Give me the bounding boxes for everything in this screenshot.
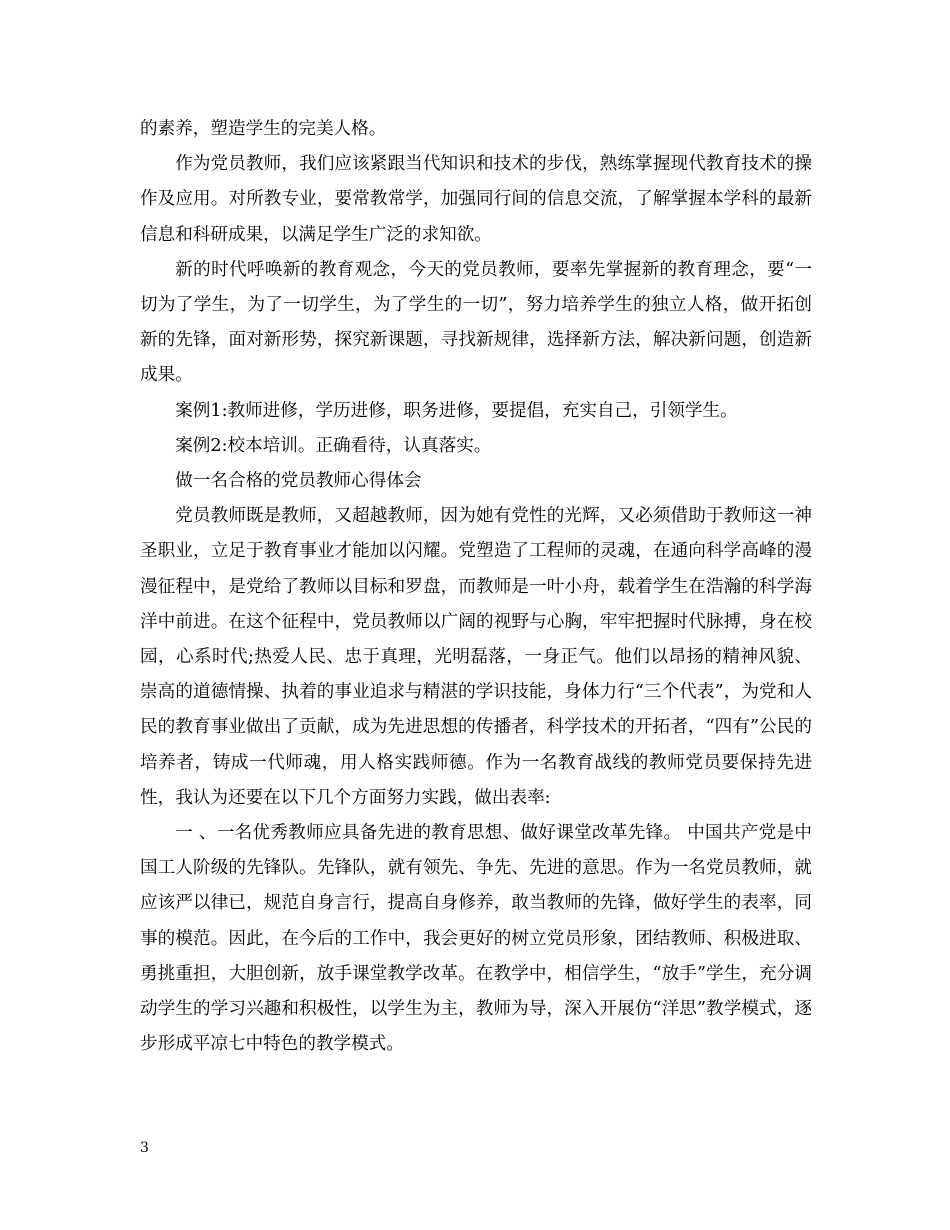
paragraph-case-1: 案例1:教师进修，学历进修，职务进修，要提倡，充实自己，引领学生。 bbox=[175, 400, 738, 421]
paragraph-new-concepts: 新的时代呼唤新的教育观念，今天的党员教师，要率先掌握新的教育理念，要“一切为了学生，为了一切学生，为了学生的一切”，努力培养学生的独立人格，做开拓创新的先锋，面对新形势，探究新课题，寻找新规律，选择新方法，解决新问题，创造新成果。 bbox=[140, 259, 812, 386]
paragraph-modern-technology: 作为党员教师，我们应该紧跟当代知识和技术的步伐，熟练掌握现代教育技术的操作及应用。对所教专业，要常教常学，加强同行间的信息交流，了解掌握本学科的最新信息和科研成果，以满足学生广泛的求知欲。 bbox=[140, 154, 812, 245]
page-number: 3 bbox=[140, 1140, 149, 1156]
paragraph-party-teacher: 党员教师既是教师，又超越教师，因为她有党性的光辉，又必须借助于教师这一神圣职业，立足于教育事业才能加以闪耀。党塑造了工程师的灵魂，在通向科学高峰的漫漫征程中，是党给了教师以目标和罗盘，而教师是一叶小舟，载着学生在浩瀚的科学海洋中前进。在这个征程中，党员教师以广阔的视野与心胸，牢牢把握时代脉搏，身在校园，心系时代;热爱人民、忠于真理，光明磊落，一身正气。他们以昂扬的精神风貌、崇高的道德情操、执着的事业追求与精湛的学识技能，身体力行“三个代表”，为党和人民的教育事业做出了贡献，成为先进思想的传播者，科学技术的开拓者，“四有”公民的培养者，铸成一代师魂，用人格实践师德。作为一名教育战线的教师党员要保持先进性，我认为还要在以下几个方面努力实践，做出表率: bbox=[140, 506, 812, 808]
paragraph-point-one: 一 、一名优秀教师应具备先进的教育思想、做好课堂改革先锋。 中国共产党是中国工人阶级的先锋队。先锋队，就有领先、争先、先进的意思。作为一名党员教师，就应该严以律已，规范自身言行，提高自身修养，敢当教师的先锋，做好学生的表率，同事的模范。因此，在今后的工作中，我会更好的树立党员形象，团结教师、积极进取、勇挑重担，大胆创新，放手课堂教学改革。在教学中，相信学生，“放手”学生，充分调动学生的学习兴趣和积极性，以学生为主，教师为导，深入开展仿“洋思”教学模式，逐步形成平凉七中特色的教学模式。 bbox=[140, 823, 812, 1055]
document-body bbox=[140, 112, 812, 1062]
paragraph-continuation: 的素养，塑造学生的完美人格。 bbox=[140, 119, 387, 139]
section-heading: 做一名合格的党员教师心得体会 bbox=[175, 471, 422, 492]
paragraph-case-2: 案例2:校本培训。正确看待，认真落实。 bbox=[175, 435, 492, 456]
